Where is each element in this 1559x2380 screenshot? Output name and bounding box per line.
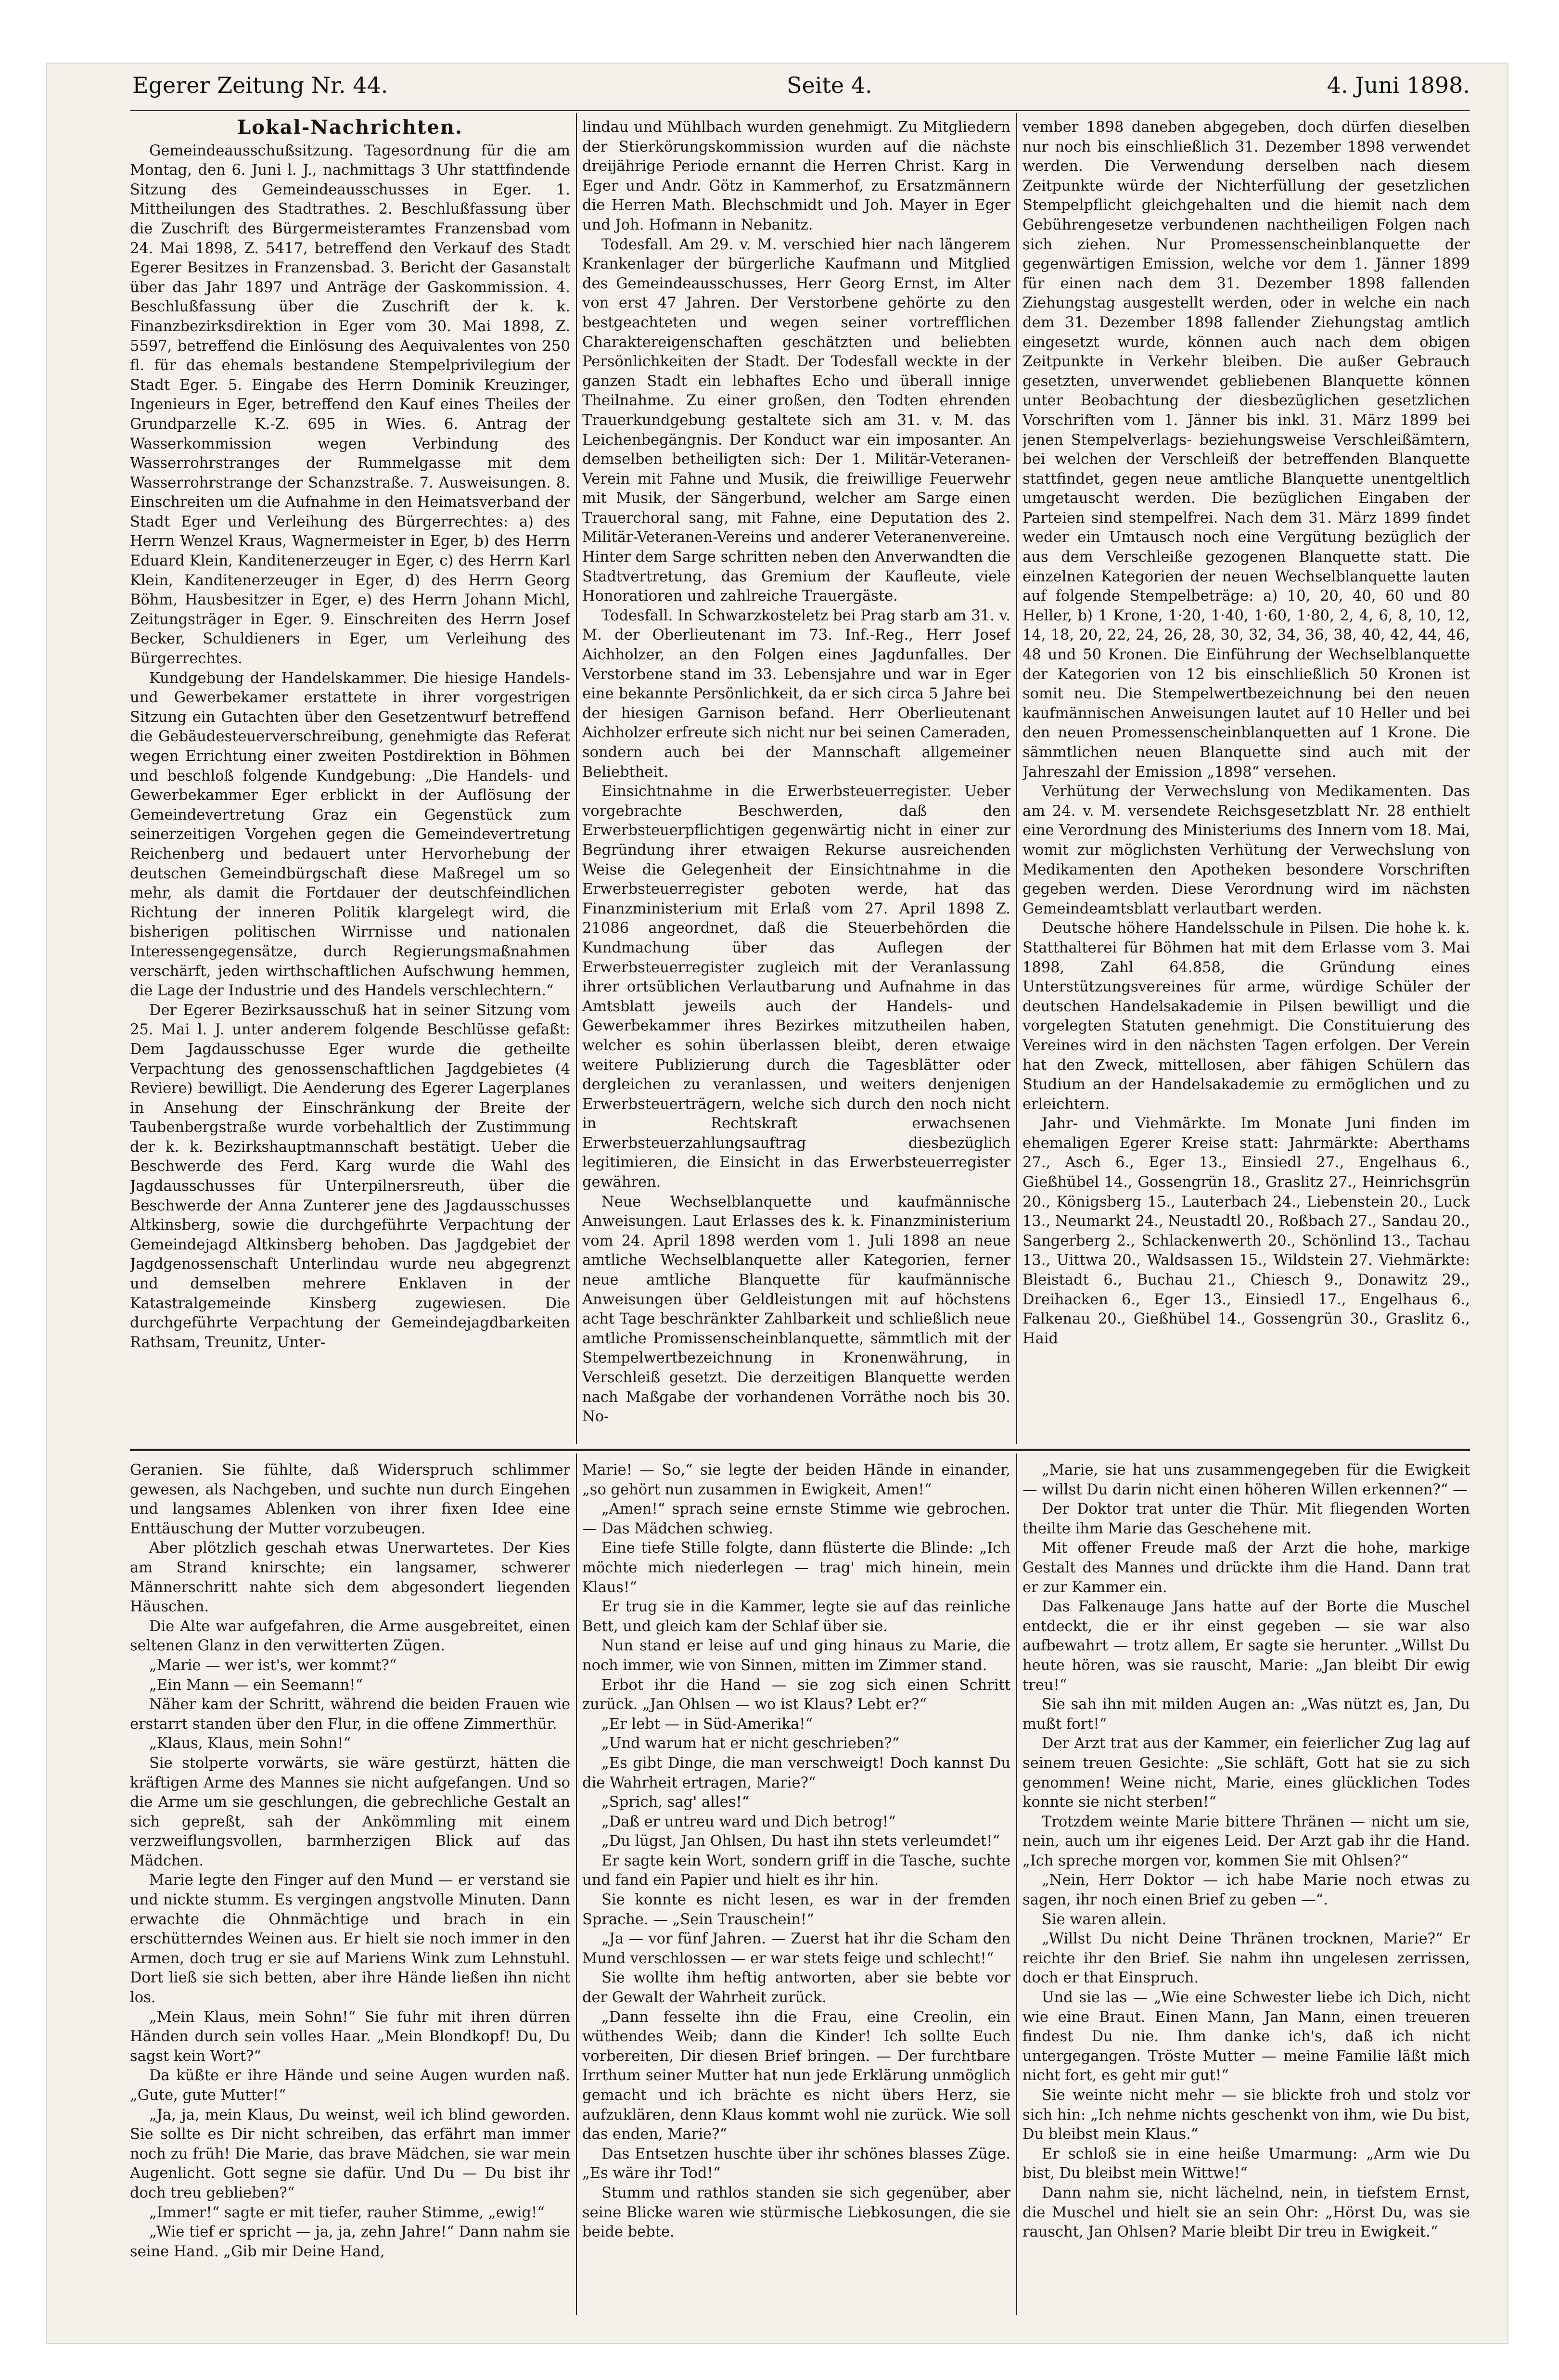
feuilleton-paragraph: „Ja — vor fünf Jahren. — Zuerst hat ihr die Scham den Mund verschlossen — er war stets feige und schlecht!“	[582, 1930, 1010, 1967]
page-header	[132, 72, 1470, 106]
feuilleton-paragraph: Mit offener Freude maß der Arzt die hohe, markige Gestalt des Mannes und drückte ihm die Hand. Dann trat er zur Kammer ein.	[1022, 1540, 1470, 1596]
issue-date: 4. Juni 1898.	[1327, 72, 1470, 98]
feuilleton-paragraph: „Marie — wer ist's, wer kommt?“	[149, 1657, 397, 1674]
page-number: Seite 4.	[787, 72, 872, 98]
feuilleton-paragraph: Der Arzt trat aus der Kammer, ein feierlicher Zug lag auf seinem treuen Gesichte: „Sie schläft, Gott hat sie zu sich genommen! Weine nicht, Marie, eines glücklichen Todes konnte sie nicht sterben!“	[1022, 1735, 1470, 1811]
feuilleton-paragraph: „Ein Mann — ein Seemann!“	[149, 1676, 363, 1694]
section-heading: Lokal-Nachrichten.	[237, 118, 463, 139]
feuilleton-paragraph: Aber plötzlich geschah etwas Unerwartetes. Der Kies am Strand knirschte; ein langsamer, schwerer Männerschritt nahte sich dem abgesondert liegenden Häuschen.	[130, 1540, 570, 1616]
feuilleton-paragraph: „Amen!“ sprach seine ernste Stimme wie gebrochen. — Das Mädchen schwieg.	[582, 1501, 1010, 1537]
article-wechselblanquette: Neue Wechselblanquette und kaufmännische Anweisungen. Laut Erlasses des k. k. Finanzministerium vom 24. April 1898 werden vom 1. Juli 1898 an neue amtliche Wechselblanquette aller Kategorien, ferner neue amtliche Blanquette für kaufmännische Anweisungen über Geldleistungen mit auf höchstens acht Tage beschränkter Zahlbarkeit und schließlich neue amtliche Promissenscheinblanquette, sämmtlich mit der Stempelwertbezeichnung in Kronenwährung, in Verschleiß gesetzt. Die derzeitigen Blanquette werden nach Maßgabe der vorhandenen Vorräthe noch bis 30. No-	[582, 1193, 1010, 1426]
feuilleton-paragraph: „Und warum hat er nicht geschrieben?“	[601, 1735, 900, 1752]
feuilleton-paragraph: „Immer!“ sagte er mit tiefer, rauher Stimme, „ewig!“	[149, 2204, 545, 2221]
feuilleton-column-3	[1022, 1461, 1470, 2313]
feuilleton-paragraph: „Daß er untreu ward und Dich betrog!“	[601, 1813, 896, 1830]
article-handelskammer: Kundgebung der Handelskammer. Die hiesige Handels- und Gewerbekamer erstattete in ihrer vorgestrigen Sitzung ein Gutachten über den Gesetzentwurf betreffend die Gebäudesteuerverschreibung, genehmigte das Referat wegen Errichtung einer zweiten Postdirektion in Böhmen und beschloß folgende Kundgebung: „Die Handels- und Gewerbekammer Eger erblickt in der Auflösung der Gemeindevertretung Graz ein Gegenstück zum seinerzeitigen Vorgehen gegen die Gemeindevertretung Reichenberg und bedauert unter Hervorhebung der deutschen Gemeindbürgschaft diese Maßregel um so mehr, als damit die Fortdauer der deutschfeindlichen Richtung der inneren Politik klargelegt wird, die bisherigen politischen Wirrnisse und nationalen Interessengegensätze, durch Regierungsmaßnahmen verschärft, jeden wirthschaftlichen Aufschwung hemmen, die Lage der Industrie und des Handels verschlechtern.“	[130, 669, 570, 1000]
feuilleton-divider-1	[576, 1454, 577, 2315]
feuilleton-paragraph: „Willst Du nicht Deine Thränen trocknen, Marie?“ Er reichte ihr den Brief. Sie nahm ihn ungelesen zerrissen, doch er that Einspruch.	[1022, 1930, 1470, 1987]
feuilleton-paragraph: „Es gibt Dinge, die man verschweigt! Doch kannst Du die Wahrheit ertragen, Marie?“	[582, 1754, 1010, 1791]
feuilleton-rule	[130, 1449, 1470, 1451]
feuilleton-paragraph: Er schloß sie in eine heiße Umarmung: „Arm wie Du bist, Du bleibst mein Wittwe!“	[1022, 2145, 1470, 2182]
feuilleton-paragraph: „Er lebt — in Süd-Amerika!“	[601, 1715, 813, 1733]
feuilleton-paragraph: „Ja, ja, mein Klaus, Du weinst, weil ich blind geworden. Sie sollte es Dir nicht schreiben, das erfährt man immer noch zu früh! Die Marie, das brave Mädchen, sie war mein Augenlicht. Gott segne sie dafür. Und Du — Du bist ihr doch treu geblieben?“	[130, 2106, 570, 2201]
feuilleton-paragraph: Marie! — So,“ sie legte der beiden Hände in einander, „so gehört nun zusammen in Ewigkeit, Amen!“	[582, 1462, 1010, 1498]
news-column-1	[130, 118, 570, 1439]
column-divider-2	[1016, 113, 1017, 1444]
feuilleton-paragraph: Trotzdem weinte Marie bittere Thränen — nicht um sie, nein, auch um ihr eigenes Leid. Der Arzt gab ihr die Hand. „Ich spreche morgen vor, kommen Sie mit Ohlsen?“	[1022, 1813, 1470, 1869]
feuilleton-paragraph: „Du lügst, Jan Ohlsen, Du hast ihn stets verleumdet!“	[601, 1833, 1000, 1850]
feuilleton-paragraph: Nun stand er leise auf und ging hinaus zu Marie, die noch immer, wie von Sinnen, mitten im Zimmer stand.	[582, 1637, 1010, 1674]
header-rule	[130, 110, 1470, 111]
feuilleton-paragraph: Sie konnte es nicht lesen, es war in der fremden Sprache. — „Sein Trauschein!“	[582, 1891, 1010, 1928]
feuilleton-paragraph: „Mein Klaus, mein Sohn!“ Sie fuhr mit ihren dürren Händen durch sein volles Haar. „Mein Blondkopf! Du, Du sagst kein Wort?“	[130, 2008, 570, 2065]
feuilleton-paragraph: Eine tiefe Stille folgte, dann flüsterte die Blinde: „Ich möchte mich niederlegen — trag' mich hinein, mein Klaus!“	[582, 1540, 1010, 1596]
feuilleton-paragraph: Marie legte den Finger auf den Mund — er verstand sie und nickte stumm. Es vergingen angstvolle Minuten. Dann erwachte die Ohnmächtige und brach in ein erschütterndes Weinen aus. Er hielt sie noch immer in den Armen, doch trug er sie auf Mariens Wink zum Lehnstuhl. Dort ließ sie sich betten, aber ihre Hände ließen ihn nicht los.	[130, 1872, 570, 2007]
feuilleton-paragraph: Das Falkenauge Jans hatte auf der Borte die Muschel entdeckt, die er ihr einst gegeben — sie war also aufbewahrt — trotz allem, Er sagte sie herunter. „Willst Du heute hören, was sie rauscht, Marie: „Jan bleibt Dir ewig treu!“	[1022, 1598, 1470, 1694]
feuilleton-paragraph: Sie wollte ihm heftig antworten, aber sie bebte vor der Gewalt der Wahrheit zurück.	[582, 1969, 1010, 2007]
feuilleton-paragraph: Sie weinte nicht mehr — sie blickte froh und stolz vor sich hin: „Ich nehme nichts geschenkt von ihm, wie Du bist, Du bleibst mein Klaus.“	[1022, 2087, 1470, 2143]
news-column-2	[582, 118, 1010, 1439]
feuilleton-paragraph: „Sprich, sag' alles!“	[601, 1794, 750, 1811]
feuilleton-paragraph: Er sagte kein Wort, sondern griff in die Tasche, suchte und fand ein Papier und hielt es ihr hin.	[582, 1852, 1010, 1889]
feuilleton-paragraph: Die Alte war aufgefahren, die Arme ausgebreitet, einen seltenen Glanz in den verwitterten Zügen.	[130, 1618, 570, 1655]
article-maerkte: Jahr- und Viehmärkte. Im Monate Juni finden im ehemaligen Egerer Kreise statt: Jahrmärkte: Aberthams 27., Asch 6., Eger 13., Einsiedl 27., Engelhaus 6., Gießhübel 14., Gossengrün 18., Graslitz 27., Heinrichsgrün 20., Königsberg 15., Lauterbach 24., Liebenstein 20., Luck 13., Neumarkt 24., Neustadtl 20., Roßbach 27., Sandau 20., Sangerberg 2., Schlackenwerth 20., Schönlind 13., Tachau 13., Uittwa 20., Waldsassen 15., Wildstein 27. Viehmärkte: Bleistadt 6., Buchau 21., Chiesch 9., Donawitz 29., Dreihacken 6., Eger 13., Einsiedl 17., Engelhaus 6., Falkenau 20., Gießhübel 14., Gossengrün 30., Graslitz 6., Haid	[1022, 1115, 1470, 1347]
newspaper-title: Egerer Zeitung Nr. 44.	[132, 72, 388, 98]
article-medikamente: Verhütung der Verwechslung von Medikamenten. Das am 24. v. M. versendete Reichsgesetzblatt Nr. 28 enthielt eine Verordnung des Ministeriums des Innern vom 18. Mai, womit zur möglichsten Verhütung der Verwechslung von Medikamenten den Apotheken besondere Vorschriften gegeben werden. Diese Verordnung wird im nächsten Gemeindeamtsblatt verlautbart werden.	[1022, 783, 1470, 917]
article-bezirksausschuss: Der Egerer Bezirksausschuß hat in seiner Sitzung vom 25. Mai l. J. unter anderem folgende Beschlüsse gefaßt: Dem Jagdausschusse Eger wurde die getheilte Verpachtung des genossenschaftlichen Jagdgebietes (4 Reviere) bewilligt. Die Aenderung des Egerer Lagerplanes in Ansehung der Einschränkung der Breite der Taubenbergstraße wurde vorbehaltlich der Zustimmung der k. k. Bezirkshauptmannschaft bestätigt. Ueber die Beschwerde des Ferd. Karg wurde die Wahl des Jagdausschusses für Unterpilnersreuth, über die Beschwerde der Anna Zunterer jene des Jagdausschusses Altkinsberg, sowie die durchgeführte Verpachtung der Gemeindejagd Altkinsberg behoben. Das Jagdgebiet der Jagdgenossenschaft Unterlindau wurde neu abgegrenzt und demselben mehrere Enklaven in der Katastralgemeinde Kinsberg zugewiesen. Die durchgeführte Verpachtung der Gemeindejagdbarkeiten Rathsam, Treunitz, Unter-	[130, 1002, 570, 1351]
article-todesfall-aichholzer: Todesfall. In Schwarzkosteletz bei Prag starb am 31. v. M. der Oberlieutenant im 73. Inf.-Reg., Herr Josef Aichholzer, an den Folgen eines Jagdunfalles. Der Verstorbene stand im 33. Lebensjahre und war in Eger eine bekannte Persönlichkeit, da er sich circa 5 Jahre bei der hiesigen Garnison befand. Herr Oberlieutenant Aichholzer erfreute sich nicht nur bei seinen Cameraden, sondern auch bei der Mannschaft allgemeiner Beliebtheit.	[582, 607, 1010, 781]
feuilleton-paragraph: Stumm und rathlos standen sie sich gegenüber, aber seine Blicke waren wie stürmische Liebkosungen, die sie beide bebte.	[582, 2184, 1010, 2241]
column-divider-1	[576, 113, 577, 1444]
feuilleton-paragraph: Sie waren allein.	[1042, 1911, 1167, 1928]
feuilleton-column-2	[582, 1461, 1010, 2313]
feuilleton-paragraph: Sie stolperte vorwärts, sie wäre gestürzt, hätten die kräftigen Arme des Mannes sie nicht aufgefangen. Und so die Arme um sie geschlungen, die gebrechliche Gestalt an sich gepreßt, sah der Ankömmling mit einem verzweiflungsvollen, barmherzigen Blick auf das Mädchen.	[130, 1754, 570, 1869]
feuilleton-paragraph: Das Entsetzen huschte über ihr schönes blasses Züge. „Es wäre ihr Tod!“	[582, 2145, 1010, 2182]
feuilleton-paragraph: Er trug sie in die Kammer, legte sie auf das reinliche Bett, und gleich kam der Schlaf über sie.	[582, 1598, 1010, 1635]
feuilleton-paragraph: Dann nahm sie, nicht lächelnd, nein, in tiefstem Ernst, die Muschel und hielt sie an sein Ohr: „Hörst Du, was sie rauscht, Jan Ohlsen? Marie bleibt Dir treu in Ewigkeit.“	[1022, 2184, 1470, 2241]
article-continuation: vember 1898 daneben abgegeben, doch dürfen dieselben nur noch bis einschließlich 31. Dezember 1898 verwendet werden. Die Verwendung derselben nach diesem Zeitpunkte würde der Nichterfüllung der gesetzlichen Stempelpflicht gleichgehalten und die hiemit nach dem Gebührengesetze verbundenen nachtheiligen Folgen nach sich ziehen. Nur Promessenscheinblanquette der gegenwärtigen Emission, welche vor dem 1. Jänner 1899 für einen nach dem 31. Dezember 1898 fallenden Ziehungstag ausgestellt werden, oder in welche ein nach dem 31. Dezember 1898 fallender Ziehungstag amtlich eingesetzt wurde, können auch nach dem obigen Zeitpunkte in Verkehr bleiben. Die außer Gebrauch gesetzten, unverwendet gebliebenen Blanquette können unter Beobachtung der diesbezüglichen gesetzlichen Vorschriften vom 1. Jänner bis inkl. 31. März 1899 bei jenen Stempelverlags- beziehungsweise Verschleißämtern, bei welchen der Verschleiß der betreffenden Blanquette stattfindet, gegen neue amtliche Blanquette unentgeltlich umgetauscht werden. Die bezüglichen Eingaben der Parteien sind stempelfrei. Nach dem 31. März 1899 findet weder ein Umtausch noch eine Vergütung bezüglich der aus dem Verschleiße gezogenen Blanquette statt. Die einzelnen Kategorien der neuen Wechselblanquette lauten auf folgende Stempelbeträge: a) 10, 20, 40, 60 und 80 Heller, b) 1 Krone, 1·20, 1·40, 1·60, 1·80, 2, 4, 6, 8, 10, 12, 14, 18, 20, 22, 24, 26, 28, 30, 32, 34, 36, 38, 40, 42, 44, 46, 48 und 50 Kronen. Die Einführung der Wechselblanquette der Kategorien von 12 bis einschließlich 50 Kronen ist somit neu. Die Stempelwertbezeichnung bei den neuen kaufmännischen Anweisungen lautet auf 10 Heller und bei den neuen Promessenscheinblanquetten auf 1 Krone. Die sämmtlichen neuen Blanquette sind auch mit der Jahreszahl der Emission „1898“ versehen.	[1022, 119, 1470, 781]
feuilleton-paragraph: „Marie, sie hat uns zusammengegeben für die Ewigkeit — willst Du darin nicht einen höheren Willen erkennen?“ —	[1022, 1462, 1470, 1498]
feuilleton-paragraph: Und sie las — „Wie eine Schwester liebe ich Dich, nicht wie eine Braut. Einen Mann, Jan Mann, einen treueren findest Du nie. Ihm danke ich's, daß ich nicht untergegangen. Tröste Mutter — meine Familie läßt mich nicht fort, es geht mir gut!“	[1022, 1989, 1470, 2084]
feuilleton-paragraph: „Wie tief er spricht — ja, ja, zehn Jahre!“ Dann nahm sie seine Hand. „Gib mir Deine Hand,	[130, 2224, 570, 2260]
article-continuation: lindau und Mühlbach wurden genehmigt. Zu Mitgliedern der Stierkörungskommission wurden auf die nächste dreijährige Periode ernannt die Herren Christ. Karg in Eger und Andr. Götz in Kammerhof, zu Ersatzmännern die Herren Math. Blechschmidt und Joh. Mayer in Eger und Joh. Hofmann in Nebanitz.	[582, 119, 1010, 233]
feuilleton-paragraph: Geranien. Sie fühlte, daß Widerspruch schlimmer gewesen, als Nachgeben, und suchte nun durch Eingehen und langsames Ablenken von ihrer fixen Idee eine Enttäuschung der Mutter vorzubeugen.	[130, 1462, 570, 1537]
feuilleton-paragraph: Näher kam der Schritt, während die beiden Frauen wie erstarrt standen über den Flur, in die offene Zimmerthür.	[130, 1696, 570, 1733]
feuilleton-paragraph: „Dann fesselte ihn die Frau, eine Creolin, ein wüthendes Weib; dann die Kinder! Ich sollte Euch vorbereiten, Dir diesen Brief bringen. — Der furchtbare Irrthum seiner Mutter hat nun jede Erklärung unmöglich gemacht und ich brächte es nicht übers Herz, sie aufzuklären, denn Klaus kommt wohl nie zurück. Wie soll das enden, Marie?“	[582, 2008, 1010, 2143]
article-erwerbsteuer: Einsichtnahme in die Erwerbsteuerregister. Ueber vorgebrachte Beschwerden, daß den Erwerbsteuerpflichtigen gegenwärtig nicht in einer zur Begründung ihrer etwaigen Rekurse ausreichenden Weise die Gelegenheit der Einsichtnahme in die Erwerbsteuerregister geboten werde, hat das Finanzministerium mit Erlaß vom 27. April 1898 Z. 21086 angeordnet, daß die Steuerbehörden die Kundmachung über das Auflegen der Erwerbsteuerregister zugleich mit der Veranlassung ihrer ortsüblichen Verlautbarung und Aufnahme in das Amtsblatt jeweils auch der Handels- und Gewerbekammer ihres Bezirkes mitzutheilen haben, welcher es sohin überlassen bleibt, deren etwaige weitere Publizierung durch die Tagesblätter oder dergleichen zu veranlassen, und weiters denjenigen Erwerbsteuerträgern, welche sich durch den noch nicht in Rechtskraft erwachsenen Erwerbsteuerzahlungsauftrag diesbezüglich legitimieren, die Einsicht in das Erwerbsteuerregister gewähren.	[582, 783, 1010, 1191]
article-gemeindeausschuss: Gemeindeausschußsitzung. Tagesordnung für die am Montag, den 6. Juni l. J., nachmittags 3 Uhr stattfindende Sitzung des Gemeindeausschusses in Eger. 1. Mittheilungen des Stadtrathes. 2. Beschlußfassung über die Zuschrift des Bürgermeisteramtes Franzensbad vom 24. Mai 1898, Z. 5417, betreffend den Verkauf des Stadt Egerer Besitzes in Franzensbad. 3. Bericht der Gasanstalt über das Jahr 1897 und Anträge der Gaskommission. 4. Beschlußfassung über die Zuschrift der k. k. Finanzbezirksdirektion in Eger vom 30. Mai 1898, Z. 5597, betreffend die Einlösung des Aequivalentes von 250 fl. für das ehemals bestandene Stempelprivilegium der Stadt Eger. 5. Eingabe des Herrn Dominik Kreuzinger, Ingenieurs in Eger, betreffend den Kauf eines Theiles der Grundparzelle K.-Z. 695 in Wies. 6. Antrag der Wasserkommission wegen Verbindung des Wasserrohrstranges der Rummelgasse mit dem Wasserrohrstrange der Schanzstraße. 7. Ausweisungen. 8. Einschreiten um die Aufnahme in den Heimatsverband der Stadt Eger und Verleihung des Bürgerrechtes: a) des Herrn Wenzel Kraus, Wagnermeister in Eger, b) des Herrn Eduard Klein, Kanditenerzeuger in Eger, c) des Herrn Karl Klein, Kanditenerzeuger in Eger, d) des Herrn Georg Böhm, Hausbesitzer in Eger, e) des Herrn Johann Michl, Zeitungsträger in Eger. 9. Einschreiten des Herrn Josef Becker, Schuldieners in Eger, um Verleihung des Bürgerrechtes.	[130, 142, 570, 668]
feuilleton-paragraph: Der Doktor trat unter die Thür. Mit fliegenden Worten theilte ihm Marie das Geschehene mit.	[1022, 1501, 1470, 1537]
feuilleton-paragraph: „Klaus, Klaus, mein Sohn!“	[149, 1735, 351, 1752]
feuilleton-paragraph: „Nein, Herr Doktor — ich habe Marie noch etwas zu sagen, ihr noch einen Brief zu geben —“.	[1022, 1872, 1470, 1909]
feuilleton-divider-2	[1016, 1454, 1017, 2315]
article-handelsschule: Deutsche höhere Handelsschule in Pilsen. Die hohe k. k. Statthalterei für Böhmen hat mit dem Erlasse vom 3. Mai 1898, Zahl 64.858, die Gründung eines Unterstützungsvereines für arme, würdige Schüler der deutschen Handelsakademie in Pilsen bewilligt und die vorgelegten Statuten genehmigt. Die Constituierung des Vereines wird in den nächsten Tagen erfolgen. Der Verein hat den Zweck, mittellosen, aber fähigen Schülern das Studium an der Handelsakademie zu ermöglichen und zu erleichtern.	[1022, 920, 1470, 1113]
feuilleton-column-1	[130, 1461, 570, 2313]
feuilleton-paragraph: Sie sah ihn mit milden Augen an: „Was nützt es, Jan, Du mußt fort!“	[1022, 1696, 1470, 1733]
feuilleton-paragraph: Da küßte er ihre Hände und seine Augen wurden naß. „Gute, gute Mutter!“	[130, 2067, 570, 2104]
feuilleton-paragraph: Erbot ihr die Hand — sie zog sich einen Schritt zurück. „Jan Ohlsen — wo ist Klaus? Lebt er?“	[582, 1676, 1010, 1713]
article-todesfall-ernst: Todesfall. Am 29. v. M. verschied hier nach längerem Krankenlager der bürgerliche Kaufmann und Mitglied des Gemeindeausschusses, Herr Georg Ernst, im Alter von erst 47 Jahren. Der Verstorbene gehörte zu den bestgeachteten und wegen seiner vortrefflichen Charaktereigenschaften geschätzten und beliebten Persönlichkeiten der Stadt. Der Todesfall weckte in der ganzen Stadt ein lebhaftes Echo und überall innige Theilnahme. Zu einer großen, den Todten ehrenden Trauerkundgebung gestaltete sich am 31. v. M. das Leichenbegängnis. Der Konduct war ein imposanter. An demselben betheiligten sich: Der 1. Militär-Veteranen-Verein mit Fahne und Musik, die freiwillige Feuerwehr mit Musik, der Sängerbund, welcher am Sarge einen Trauerchoral sang, mit Fahne, eine Deputation des 2. Militär-Veteranen-Vereins und anderer Veteranenvereine. Hinter dem Sarge schritten neben den Anverwandten die Stadtvertretung, das Gremium der Kaufleute, viele Honoratioren und zahlreiche Trauergäste.	[582, 236, 1010, 605]
news-column-3	[1022, 118, 1470, 1439]
